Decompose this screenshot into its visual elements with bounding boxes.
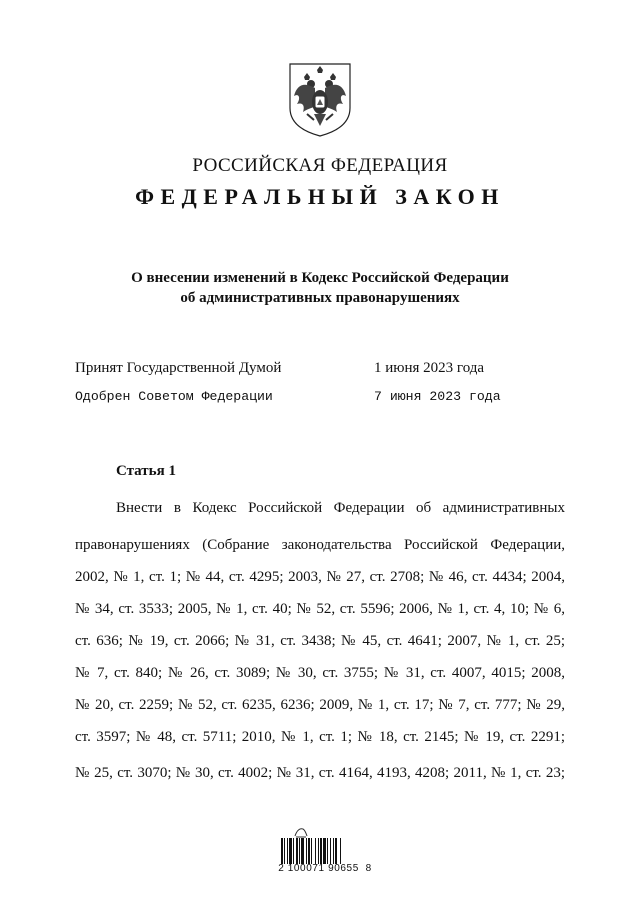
article-text-line: правонарушениях (Собрание законодательства Российской Федерации,: [75, 537, 565, 553]
article-text-line: № 34, ст. 3533; 2005, № 1, ст. 40; № 52, ст. 5596; 2006, № 1, ст. 4, 10; № 6,: [75, 601, 565, 617]
country-name: РОССИЙСКАЯ ФЕДЕРАЦИЯ: [192, 155, 448, 176]
article-text-line: 2002, № 1, ст. 1; № 44, ст. 4295; 2003, № 27, ст. 2708; № 46, ст. 4434; 2004,: [75, 569, 565, 585]
article-text-line: № 20, ст. 2259; № 52, ст. 6235, 6236; 2009, № 1, ст. 17; № 7, ст. 777; № 29,: [75, 697, 565, 713]
barcode-icon: [281, 838, 361, 864]
council-approval-label: Одобрен Советом Федерации: [75, 389, 273, 404]
law-title-line: об административных правонарушениях: [180, 290, 460, 306]
article-heading: Статья 1: [116, 463, 176, 479]
registration-stamp-icon: [294, 825, 308, 837]
article-text-line: ст. 3597; № 48, ст. 5711; 2010, № 1, ст. 1; № 18, ст. 2145; № 19, ст. 2291;: [75, 729, 565, 745]
article-text-line: Внести в Кодекс Российской Федерации об административных: [116, 500, 565, 516]
council-approval-date: 7 июня 2023 года: [374, 389, 501, 404]
barcode-number: 2 100071 90655 8: [278, 863, 372, 874]
duma-adoption-label: Принят Государственной Думой: [75, 360, 282, 376]
russian-coat-of-arms-icon: [287, 62, 353, 138]
duma-adoption-date: 1 июня 2023 года: [374, 360, 485, 376]
law-title: [0, 268, 640, 308]
document-type: ФЕДЕРАЛЬНЫЙ ЗАКОН: [135, 184, 505, 209]
article-text-line: № 25, ст. 3070; № 30, ст. 4002; № 31, ст. 4164, 4193, 4208; 2011, № 1, ст. 23;: [75, 765, 565, 781]
article-text-line: ст. 636; № 19, ст. 2066; № 31, ст. 3438; № 45, ст. 4641; 2007, № 1, ст. 25;: [75, 633, 565, 649]
law-title-line: О внесении изменений в Кодекс Российской Федерации: [131, 270, 509, 286]
article-text-line: № 7, ст. 840; № 26, ст. 3089; № 30, ст. 3755; № 31, ст. 4007, 4015; 2008,: [75, 665, 565, 681]
